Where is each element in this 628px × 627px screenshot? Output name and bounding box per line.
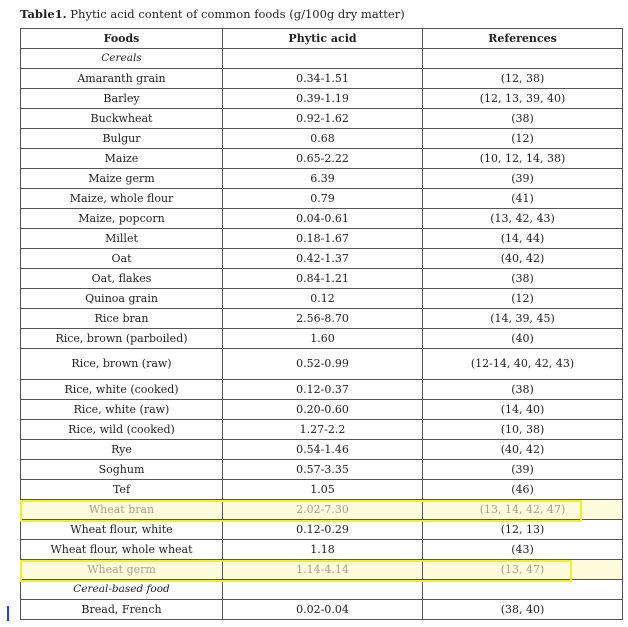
food-cell: Wheat germ	[21, 560, 223, 580]
references-cell	[423, 580, 623, 600]
table-row	[21, 440, 623, 460]
phytic-acid-cell: 0.04-0.61	[223, 209, 423, 229]
references-cell: (12-14, 40, 42, 43)	[423, 349, 623, 380]
phytic-acid-cell: 1.14-4.14	[223, 560, 423, 580]
references-cell: (12, 13, 39, 40)	[423, 89, 623, 109]
table-row	[21, 520, 623, 540]
table-row	[21, 420, 623, 440]
table-row	[21, 600, 623, 620]
food-cell: Cereal-based food	[21, 580, 223, 600]
table-row	[21, 349, 623, 380]
phytic-acid-cell: 0.42-1.37	[223, 249, 423, 269]
table-row	[21, 169, 623, 189]
phytic-acid-cell: 0.02-0.04	[223, 600, 423, 620]
table-row	[21, 329, 623, 349]
references-cell: (46)	[423, 480, 623, 500]
references-cell: (41)	[423, 189, 623, 209]
references-cell: (40, 42)	[423, 249, 623, 269]
table-row	[21, 229, 623, 249]
phytic-acid-cell: 0.57-3.35	[223, 460, 423, 480]
table-row	[21, 540, 623, 560]
phytic-acid-cell: 2.56-8.70	[223, 309, 423, 329]
text-cursor	[7, 606, 9, 621]
phytic-acid-cell: 0.65-2.22	[223, 149, 423, 169]
phytic-acid-cell: 0.79	[223, 189, 423, 209]
table-row	[21, 109, 623, 129]
references-cell: (12, 38)	[423, 69, 623, 89]
section-row	[21, 49, 623, 69]
phytic-acid-cell: 0.12	[223, 289, 423, 309]
food-cell: Maize, popcorn	[21, 209, 223, 229]
food-cell: Maize, whole flour	[21, 189, 223, 209]
phytic-acid-cell: 2.02-7.30	[223, 500, 423, 520]
food-cell: Bulgur	[21, 129, 223, 149]
references-cell: (12, 13)	[423, 520, 623, 540]
food-cell: Amaranth grain	[21, 69, 223, 89]
food-cell: Rice, white (cooked)	[21, 380, 223, 400]
header-foods: Foods	[21, 29, 223, 49]
food-cell: Bread, French	[21, 600, 223, 620]
references-cell: (10, 38)	[423, 420, 623, 440]
phytic-acid-cell: 1.27-2.2	[223, 420, 423, 440]
phytic-acid-cell: 0.12-0.37	[223, 380, 423, 400]
table-row	[21, 69, 623, 89]
table-row	[21, 380, 623, 400]
references-cell: (40, 42)	[423, 440, 623, 460]
references-cell	[423, 49, 623, 69]
table-row	[21, 560, 623, 580]
phytic-acid-cell: 1.60	[223, 329, 423, 349]
food-cell: Quinoa grain	[21, 289, 223, 309]
references-cell: (38)	[423, 380, 623, 400]
food-cell: Soghum	[21, 460, 223, 480]
table-title: Phytic acid content of common foods (g/100g dry matter)	[70, 7, 405, 21]
table-label: Table1.	[20, 7, 67, 21]
table-caption	[20, 7, 405, 21]
references-cell: (12)	[423, 129, 623, 149]
references-cell: (14, 39, 45)	[423, 309, 623, 329]
header-phytic-acid: Phytic acid	[223, 29, 423, 49]
food-cell: Rice, white (raw)	[21, 400, 223, 420]
table-row	[21, 460, 623, 480]
header-row	[21, 29, 623, 49]
food-cell: Maize germ	[21, 169, 223, 189]
phytic-acid-cell: 0.92-1.62	[223, 109, 423, 129]
phytic-acid-cell	[223, 580, 423, 600]
table-row	[21, 500, 623, 520]
phytic-acid-cell: 0.84-1.21	[223, 269, 423, 289]
phytic-acid-cell	[223, 49, 423, 69]
table-row	[21, 480, 623, 500]
references-cell: (14, 44)	[423, 229, 623, 249]
phytic-acid-cell: 0.52-0.99	[223, 349, 423, 380]
phytic-acid-cell: 0.12-0.29	[223, 520, 423, 540]
food-cell: Rice, brown (raw)	[21, 349, 223, 380]
food-cell: Buckwheat	[21, 109, 223, 129]
phytic-acid-cell: 0.18-1.67	[223, 229, 423, 249]
phytic-acid-cell: 1.05	[223, 480, 423, 500]
food-cell: Oat, flakes	[21, 269, 223, 289]
table-row	[21, 309, 623, 329]
food-cell: Rye	[21, 440, 223, 460]
food-cell: Oat	[21, 249, 223, 269]
table-row	[21, 89, 623, 109]
references-cell: (39)	[423, 169, 623, 189]
header-references: References	[423, 29, 623, 49]
references-cell: (38, 40)	[423, 600, 623, 620]
food-cell: Rice, brown (parboiled)	[21, 329, 223, 349]
phytic-acid-cell: 0.20-0.60	[223, 400, 423, 420]
references-cell: (38)	[423, 109, 623, 129]
phytic-acid-cell: 6.39	[223, 169, 423, 189]
table-row	[21, 289, 623, 309]
phytic-acid-cell: 0.54-1.46	[223, 440, 423, 460]
section-row	[21, 580, 623, 600]
references-cell: (12)	[423, 289, 623, 309]
table-row	[21, 269, 623, 289]
food-cell: Rice, wild (cooked)	[21, 420, 223, 440]
table-row	[21, 149, 623, 169]
food-cell: Millet	[21, 229, 223, 249]
food-cell: Wheat flour, white	[21, 520, 223, 540]
phytic-acid-cell: 1.18	[223, 540, 423, 560]
table-row	[21, 129, 623, 149]
references-cell: (10, 12, 14, 38)	[423, 149, 623, 169]
food-cell: Cereals	[21, 49, 223, 69]
phytic-acid-cell: 0.34-1.51	[223, 69, 423, 89]
references-cell: (14, 40)	[423, 400, 623, 420]
table-body	[21, 49, 623, 620]
food-cell: Barley	[21, 89, 223, 109]
phytic-acid-cell: 0.39-1.19	[223, 89, 423, 109]
food-cell: Rice bran	[21, 309, 223, 329]
food-cell: Wheat flour, whole wheat	[21, 540, 223, 560]
references-cell: (43)	[423, 540, 623, 560]
table-row	[21, 249, 623, 269]
references-cell: (39)	[423, 460, 623, 480]
food-cell: Wheat bran	[21, 500, 223, 520]
food-cell: Tef	[21, 480, 223, 500]
references-cell: (13, 14, 42, 47)	[423, 500, 623, 520]
food-cell: Maize	[21, 149, 223, 169]
table-row	[21, 189, 623, 209]
references-cell: (13, 42, 43)	[423, 209, 623, 229]
phytic-acid-table	[20, 28, 623, 620]
references-cell: (38)	[423, 269, 623, 289]
phytic-acid-cell: 0.68	[223, 129, 423, 149]
table-row	[21, 209, 623, 229]
table-row	[21, 400, 623, 420]
references-cell: (13, 47)	[423, 560, 623, 580]
references-cell: (40)	[423, 329, 623, 349]
